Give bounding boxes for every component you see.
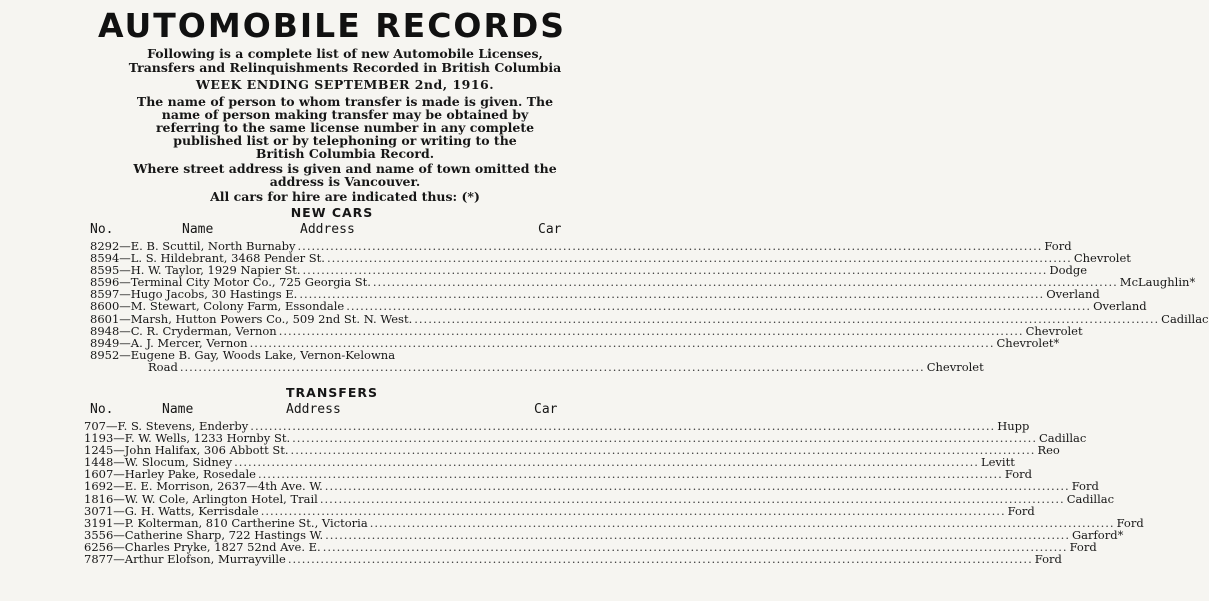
owner-entry: G. H. Watts, Kerrisdale — [124, 503, 259, 518]
column-header-name: Name — [162, 402, 194, 417]
intro-line: name of person making transfer may be obtained by — [161, 107, 529, 122]
owner-entry: Arthur Elofson, Murrayville — [124, 552, 286, 567]
license-number: 8596 — [90, 275, 120, 290]
car-make: Overland — [1093, 299, 1147, 314]
owner-entry: C. R. Cryderman, Vernon — [130, 323, 277, 338]
car-make: Cadillac — [1039, 431, 1087, 446]
license-number: 1448 — [84, 455, 114, 470]
em-dash: — — [113, 443, 125, 458]
em-dash: — — [119, 287, 131, 302]
table-row — [90, 299, 1147, 314]
em-dash: — — [113, 467, 125, 482]
dot-leader: ................................................................................................................................................................ — [414, 311, 1160, 326]
owner-entry: M. Stewart, Colony Farm, Essondale — [130, 299, 345, 314]
owner-entry: Hugo Jacobs, 30 Hastings E. — [130, 287, 298, 302]
car-make: Garford* — [1072, 527, 1124, 542]
dot-leader: ................................................................................................................................................................ — [299, 287, 1045, 302]
em-dash: — — [119, 311, 131, 326]
em-dash: — — [119, 323, 131, 338]
license-number: 8949 — [90, 335, 120, 350]
dot-leader: ................................................................................................................................................................ — [249, 335, 995, 350]
dot-leader: ................................................................................................................................................................ — [278, 323, 1024, 338]
car-make: Reo — [1037, 443, 1060, 458]
table-row — [84, 503, 1035, 518]
owner-entry: H. W. Taylor, 1929 Napier St. — [130, 263, 301, 278]
car-make: Cadillac — [1161, 311, 1209, 326]
em-dash: — — [113, 552, 125, 567]
dot-leader: ................................................................................................................................................................ — [287, 552, 1033, 567]
car-make: Ford — [1116, 515, 1144, 530]
owner-entry: W. Slocum, Sidney — [124, 455, 233, 470]
dot-leader: ................................................................................................................................................................ — [302, 263, 1048, 278]
em-dash: — — [119, 275, 131, 290]
license-number: 8952 — [90, 347, 120, 362]
intro-line: Following is a complete list of new Automobile Licenses, — [147, 46, 543, 61]
em-dash: — — [119, 347, 131, 362]
em-dash: — — [119, 299, 131, 314]
license-number: 8597 — [90, 287, 120, 302]
dot-leader: ................................................................................................................................................................ — [250, 419, 996, 433]
intro-line: Transfers and Relinquishments Recorded in British Columbia — [128, 60, 562, 75]
car-make: Chevrolet* — [996, 335, 1060, 350]
license-number: 8601 — [90, 311, 120, 326]
dot-leader: ................................................................................................................................................................ — [325, 527, 1070, 542]
section-heading-transfers: TRANSFERS — [286, 385, 378, 400]
license-number: 1607 — [84, 467, 114, 482]
dot-leader: ................................................................................................................................................................ — [290, 443, 1036, 458]
owner-entry: F. S. Stevens, Enderby — [117, 419, 249, 433]
section-heading-new-cars: NEW CARS — [290, 205, 374, 220]
transfers-list — [84, 419, 1144, 567]
license-number: 1816 — [84, 491, 114, 506]
car-make: Cadillac — [1066, 491, 1115, 506]
license-number: 3191 — [84, 515, 114, 530]
owner-entry-continued: Road — [148, 359, 178, 374]
dot-leader: ................................................................................................................................................................ — [372, 275, 1118, 290]
column-header-no: No. — [90, 402, 114, 417]
car-make: Ford — [1007, 503, 1035, 518]
em-dash: — — [113, 491, 125, 506]
license-number: 6256 — [84, 539, 114, 554]
dot-leader: ................................................................................................................................................................ — [326, 251, 1072, 266]
car-make: Ford — [1071, 479, 1099, 494]
em-dash: — — [113, 431, 125, 446]
em-dash: — — [113, 527, 125, 542]
license-number: 3556 — [84, 527, 114, 542]
dot-leader: ................................................................................................................................................................ — [260, 503, 1006, 518]
dot-leader: ................................................................................................................................................................ — [179, 359, 925, 374]
car-make: Ford — [1034, 552, 1062, 567]
transfers-column-headers — [90, 402, 580, 417]
intro-line: British Columbia Record. — [255, 146, 435, 161]
owner-entry: F. W. Wells, 1233 Hornby St. — [124, 431, 291, 446]
column-header-address: Address — [300, 222, 355, 237]
intro-line: referring to the same license number in any complete — [155, 120, 535, 135]
intro-line: published list or by telephoning or writing to the — [173, 133, 517, 148]
license-number: 8292 — [90, 239, 120, 253]
table-row — [84, 479, 1099, 494]
dot-leader: ................................................................................................................................................................ — [322, 539, 1068, 554]
car-make: Ford — [1044, 239, 1072, 253]
license-number: 8595 — [90, 263, 120, 278]
dot-leader: ................................................................................................................................................................ — [324, 479, 1070, 494]
em-dash: — — [113, 479, 125, 494]
intro-line: All cars for hire are indicated thus: (*) — [210, 189, 480, 204]
dot-leader: ................................................................................................................................................................ — [234, 455, 979, 470]
license-number: 1193 — [84, 431, 114, 446]
dot-leader: ................................................................................................................................................................ — [297, 239, 1043, 253]
column-header-no: No. — [90, 222, 114, 237]
car-make: Levitt — [980, 455, 1015, 470]
em-dash: — — [119, 239, 131, 253]
owner-entry: Terminal City Motor Co., 725 Georgia St. — [130, 275, 371, 290]
car-make: McLaughlin* — [1119, 275, 1196, 290]
em-dash: — — [119, 251, 131, 266]
owner-entry: A. J. Mercer, Vernon — [130, 335, 248, 350]
new-cars-list — [90, 239, 1209, 374]
license-number: 1245 — [84, 443, 114, 458]
em-dash: — — [113, 539, 125, 554]
em-dash: — — [105, 419, 118, 433]
car-make: Ford — [1004, 467, 1032, 482]
owner-entry: L. S. Hildebrant, 3468 Pender St. — [130, 251, 325, 266]
car-make: Hupp — [997, 419, 1030, 433]
car-make: Chevrolet — [1025, 323, 1083, 338]
table-row — [90, 311, 1209, 326]
car-make: Overland — [1046, 287, 1100, 302]
table-row-continuation — [90, 359, 984, 374]
license-number: 1692 — [84, 479, 114, 494]
owner-entry: Catherine Sharp, 722 Hastings W. — [124, 527, 324, 542]
license-number: 8948 — [90, 323, 120, 338]
dot-leader: ................................................................................................................................................................ — [346, 299, 1092, 314]
em-dash: — — [113, 455, 125, 470]
week-ending-line: WEEK ENDING SEPTEMBER 2nd, 1916. — [195, 77, 495, 92]
owner-entry: Harley Pake, Rosedale — [124, 467, 256, 482]
table-row — [84, 491, 1115, 506]
car-make: Dodge — [1049, 263, 1088, 278]
dot-leader: ................................................................................................................................................................ — [369, 515, 1115, 530]
license-number: 7877 — [84, 552, 114, 567]
dot-leader: ................................................................................................................................................................ — [292, 431, 1037, 446]
owner-entry: E. E. Morrison, 2637—4th Ave. W. — [124, 479, 323, 494]
owner-entry: E. B. Scuttil, North Burnaby — [130, 239, 296, 253]
column-header-name: Name — [182, 222, 214, 237]
car-make: Chevrolet — [926, 359, 984, 374]
license-number: 8600 — [90, 299, 120, 314]
license-number: 3071 — [84, 503, 114, 518]
owner-entry: W. W. Cole, Arlington Hotel, Trail — [124, 491, 318, 506]
car-make: Chevrolet — [1073, 251, 1131, 266]
table-row — [90, 323, 1083, 338]
owner-entry: Eugene B. Gay, Woods Lake, Vernon-Kelowna — [130, 347, 396, 362]
column-header-car: Car — [534, 402, 558, 417]
table-row — [84, 552, 1062, 567]
license-number: 707 — [84, 419, 106, 433]
owner-entry: Marsh, Hutton Powers Co., 509 2nd St. N. West. — [130, 311, 413, 326]
license-number: 8594 — [90, 251, 120, 266]
page-title: AUTOMOBILE RECORDS — [97, 6, 567, 45]
em-dash: — — [113, 503, 125, 518]
new-cars-column-headers — [90, 222, 580, 237]
car-make: Ford — [1069, 539, 1097, 554]
em-dash: — — [113, 515, 125, 530]
owner-entry: John Halifax, 306 Abbott St. — [124, 443, 289, 458]
dot-leader: ................................................................................................................................................................ — [257, 467, 1003, 482]
column-header-address: Address — [286, 402, 341, 417]
intro-line: address is Vancouver. — [269, 174, 421, 189]
dot-leader: ................................................................................................................................................................ — [319, 491, 1065, 506]
column-header-car: Car — [538, 222, 562, 237]
em-dash: — — [119, 335, 131, 350]
intro-line: Where street address is given and name of town omitted the — [133, 161, 557, 176]
owner-entry: Charles Pryke, 1827 52nd Ave. E. — [124, 539, 321, 554]
intro-line: The name of person to whom transfer is made is given. The — [136, 94, 554, 109]
owner-entry: P. Kolterman, 810 Cartherine St., Victoria — [124, 515, 368, 530]
em-dash: — — [119, 263, 131, 278]
